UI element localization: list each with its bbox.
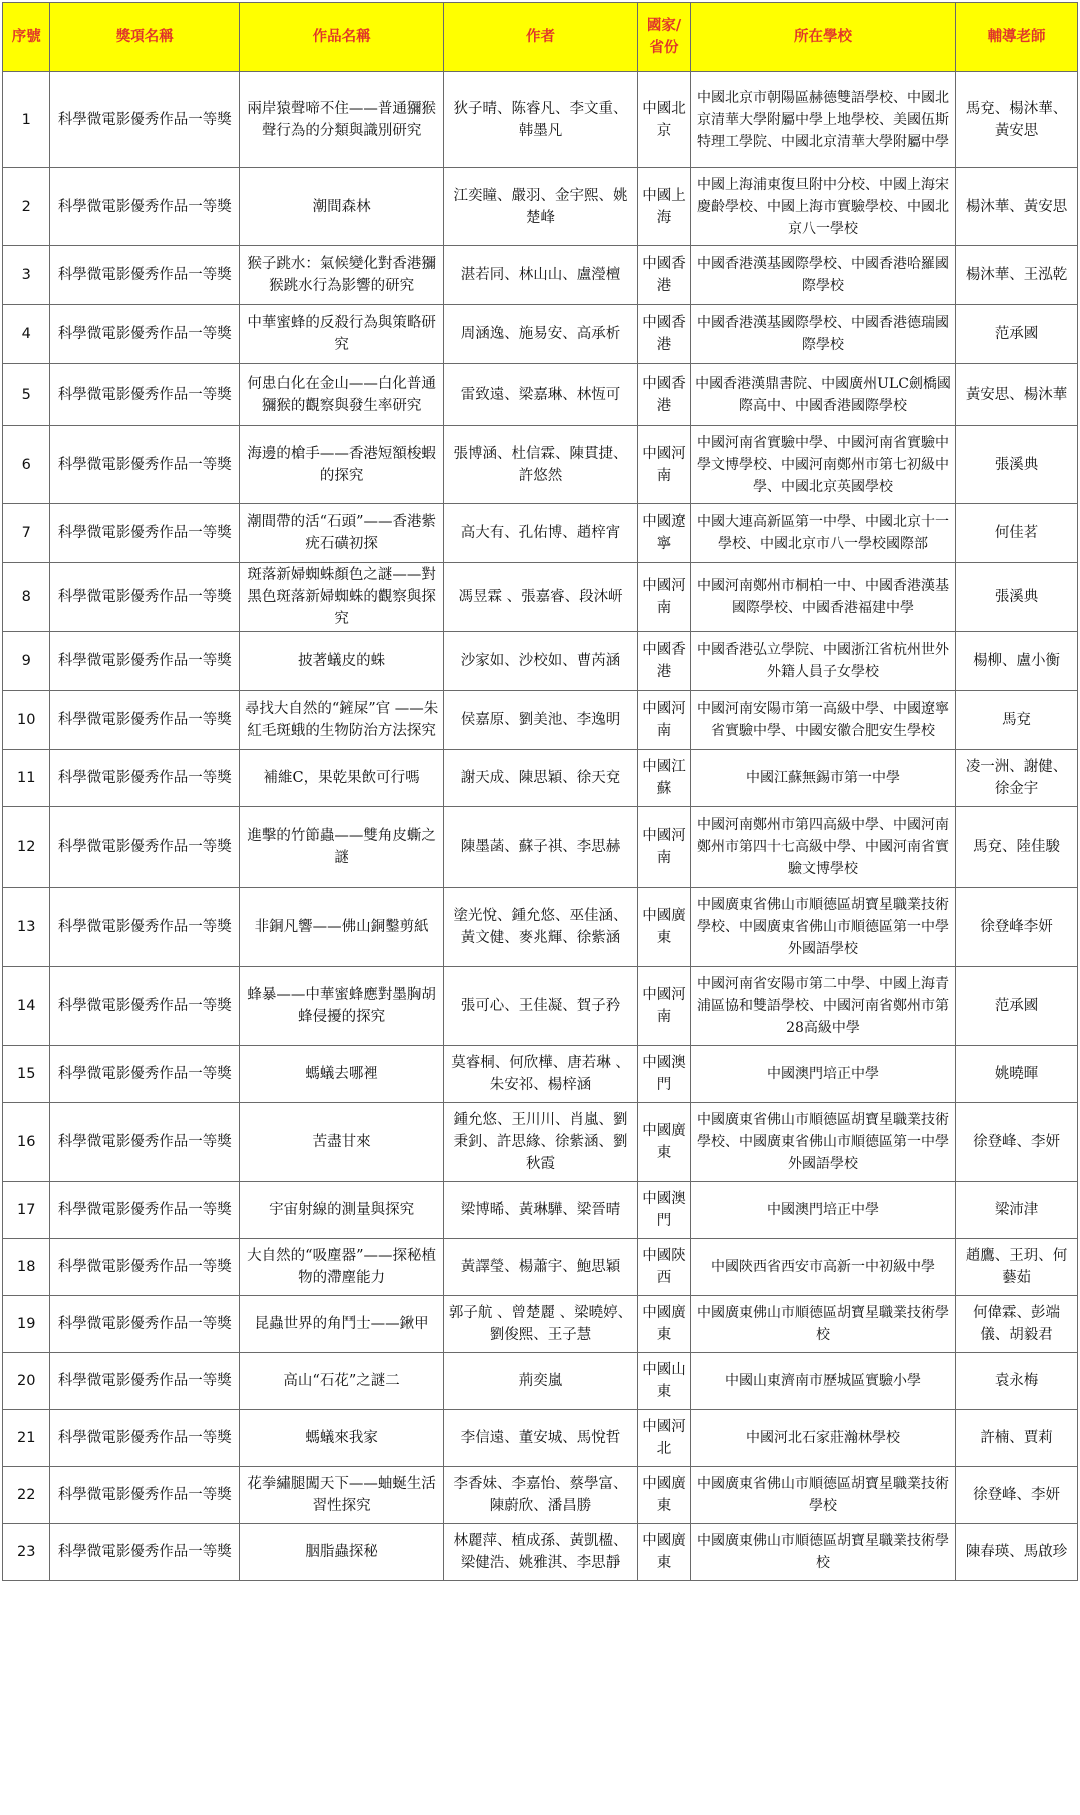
cell-advisor: 范承國 (956, 305, 1078, 364)
cell-award: 科學微電影優秀作品一等獎 (50, 364, 240, 426)
cell-advisor: 馬兗、楊沐華、黃安思 (956, 72, 1078, 168)
table-row (3, 563, 1078, 632)
cell-index: 18 (3, 1239, 50, 1296)
table-row (3, 807, 1078, 888)
table-row (3, 1524, 1078, 1581)
table-row (3, 1353, 1078, 1410)
cell-region: 中國北京 (638, 72, 691, 168)
cell-work: 胭脂蟲探秘 (240, 1524, 444, 1581)
cell-advisor: 徐登峰、李妍 (956, 1103, 1078, 1182)
cell-index: 10 (3, 691, 50, 750)
cell-work: 進擊的竹節蟲——雙角皮蟖之謎 (240, 807, 444, 888)
cell-authors: 鍾允悠、王川川、肖嵐、劉秉釗、許思緣、徐紫涵、劉秋霞 (443, 1103, 637, 1182)
cell-school: 中國大連高新區第一中學、中國北京十一學校、中國北京市八一學校國際部 (690, 504, 955, 563)
header-advisor: 輔導老師 (956, 3, 1078, 72)
cell-school: 中國陝西省西安市高新一中初級中學 (690, 1239, 955, 1296)
table-row (3, 1182, 1078, 1239)
cell-region: 中國香港 (638, 364, 691, 426)
cell-advisor: 楊柳、盧小衡 (956, 632, 1078, 691)
cell-index: 23 (3, 1524, 50, 1581)
header-row (3, 3, 1078, 72)
cell-award: 科學微電影優秀作品一等獎 (50, 1046, 240, 1103)
cell-region: 中國山東 (638, 1353, 691, 1410)
cell-authors: 高大有、孔佑博、趙梓宵 (443, 504, 637, 563)
cell-index: 16 (3, 1103, 50, 1182)
cell-authors: 謝天成、陳思穎、徐天兗 (443, 750, 637, 807)
cell-authors: 狄子晴、陈睿凡、李文重、韩墨凡 (443, 72, 637, 168)
cell-work: 大自然的“吸塵器”——探秘植物的滯塵能力 (240, 1239, 444, 1296)
cell-region: 中國廣東 (638, 1467, 691, 1524)
cell-award: 科學微電影優秀作品一等獎 (50, 563, 240, 632)
cell-index: 17 (3, 1182, 50, 1239)
cell-school: 中國香港漢基國際學校、中國香港德瑞國際學校 (690, 305, 955, 364)
cell-work: 海邊的槍手——香港短額梭蝦的探究 (240, 426, 444, 504)
cell-school: 中國廣東佛山市順德區胡寶星職業技術學校 (690, 1524, 955, 1581)
cell-authors: 江奕瞳、嚴羽、金宇熙、姚楚峰 (443, 168, 637, 246)
cell-region: 中國江蘇 (638, 750, 691, 807)
cell-authors: 荊奕嵐 (443, 1353, 637, 1410)
cell-index: 4 (3, 305, 50, 364)
cell-award: 科學微電影優秀作品一等獎 (50, 807, 240, 888)
table-row (3, 967, 1078, 1046)
cell-index: 19 (3, 1296, 50, 1353)
cell-award: 科學微電影優秀作品一等獎 (50, 1103, 240, 1182)
cell-award: 科學微電影優秀作品一等獎 (50, 426, 240, 504)
cell-advisor: 陳春瑛、馬啟珍 (956, 1524, 1078, 1581)
cell-advisor: 何佳茗 (956, 504, 1078, 563)
cell-award: 科學微電影優秀作品一等獎 (50, 168, 240, 246)
cell-advisor: 張溪典 (956, 563, 1078, 632)
awards-table-container (2, 2, 1078, 1581)
cell-award: 科學微電影優秀作品一等獎 (50, 1410, 240, 1467)
cell-award: 科學微電影優秀作品一等獎 (50, 691, 240, 750)
cell-school: 中國廣東省佛山市順德區胡寶星職業技術學校、中國廣東省佛山市順德區第一中學外國語學校 (690, 1103, 955, 1182)
cell-award: 科學微電影優秀作品一等獎 (50, 750, 240, 807)
cell-index: 8 (3, 563, 50, 632)
cell-region: 中國廣東 (638, 1103, 691, 1182)
cell-region: 中國澳門 (638, 1046, 691, 1103)
cell-work: 披著蟻皮的蛛 (240, 632, 444, 691)
cell-school: 中國河北石家莊瀚林學校 (690, 1410, 955, 1467)
cell-advisor: 馬兗 (956, 691, 1078, 750)
cell-advisor: 馬兗、陸佳駿 (956, 807, 1078, 888)
cell-region: 中國廣東 (638, 888, 691, 967)
cell-work: 中華蜜蜂的反殺行為與策略研究 (240, 305, 444, 364)
table-row (3, 426, 1078, 504)
cell-school: 中國香港弘立學院、中國浙江省杭州世外外籍人員子女學校 (690, 632, 955, 691)
cell-authors: 莫睿桐、何欣樺、唐若琳 、朱安祁、楊梓涵 (443, 1046, 637, 1103)
cell-advisor: 楊沐華、黃安思 (956, 168, 1078, 246)
cell-region: 中國澳門 (638, 1182, 691, 1239)
cell-award: 科學微電影優秀作品一等獎 (50, 72, 240, 168)
cell-region: 中國河南 (638, 967, 691, 1046)
cell-index: 12 (3, 807, 50, 888)
cell-work: 宇宙射線的測量與探究 (240, 1182, 444, 1239)
header-school: 所在學校 (690, 3, 955, 72)
cell-school: 中國山東濟南市歷城區實驗小學 (690, 1353, 955, 1410)
cell-advisor: 徐登峰、李妍 (956, 1467, 1078, 1524)
cell-advisor: 張溪典 (956, 426, 1078, 504)
table-row (3, 246, 1078, 305)
cell-region: 中國河南 (638, 426, 691, 504)
cell-advisor: 許楠、賈莉 (956, 1410, 1078, 1467)
table-row (3, 1410, 1078, 1467)
table-row (3, 504, 1078, 563)
cell-work: 補維C，果乾果飲可行嗎 (240, 750, 444, 807)
cell-school: 中國香港漢鼎書院、中國廣州ULC劍橋國際高中、中國香港國際學校 (690, 364, 955, 426)
cell-advisor: 趙鷹、王玥、何藝茹 (956, 1239, 1078, 1296)
cell-region: 中國遼寧 (638, 504, 691, 563)
cell-index: 11 (3, 750, 50, 807)
cell-work: 螞蟻來我家 (240, 1410, 444, 1467)
header-authors: 作者 (443, 3, 637, 72)
cell-award: 科學微電影優秀作品一等獎 (50, 305, 240, 364)
cell-region: 中國廣東 (638, 1524, 691, 1581)
cell-authors: 塗光悅、鍾允悠、巫佳涵、黃文健、麥兆輝、徐紫涵 (443, 888, 637, 967)
cell-advisor: 袁永梅 (956, 1353, 1078, 1410)
cell-authors: 湛若同、林山山、盧瀅檀 (443, 246, 637, 305)
table-row (3, 888, 1078, 967)
cell-school: 中國廣東省佛山市順德區胡寶星職業技術學校 (690, 1467, 955, 1524)
table-row (3, 1467, 1078, 1524)
cell-award: 科學微電影優秀作品一等獎 (50, 967, 240, 1046)
header-award: 獎項名稱 (50, 3, 240, 72)
cell-authors: 梁博晞、黃琳驊、梁晉晴 (443, 1182, 637, 1239)
cell-award: 科學微電影優秀作品一等獎 (50, 1296, 240, 1353)
table-row (3, 364, 1078, 426)
cell-advisor: 徐登峰李妍 (956, 888, 1078, 967)
cell-work: 螞蟻去哪裡 (240, 1046, 444, 1103)
cell-work: 昆蟲世界的角鬥士——鍬甲 (240, 1296, 444, 1353)
cell-work: 花拳繡腿闖天下——蚰蜒生活習性探究 (240, 1467, 444, 1524)
awards-table (2, 2, 1078, 1581)
cell-region: 中國河南 (638, 691, 691, 750)
table-row (3, 168, 1078, 246)
cell-index: 2 (3, 168, 50, 246)
cell-region: 中國上海 (638, 168, 691, 246)
cell-authors: 李香妹、李嘉怡、蔡學富、陳蔚欣、潘昌勝 (443, 1467, 637, 1524)
cell-work: 苦盡甘來 (240, 1103, 444, 1182)
cell-award: 科學微電影優秀作品一等獎 (50, 1467, 240, 1524)
cell-work: 潮間帶的活“石頭”——香港紫疣石磺初探 (240, 504, 444, 563)
cell-region: 中國廣東 (638, 1296, 691, 1353)
cell-index: 13 (3, 888, 50, 967)
cell-authors: 林麗萍、植成孫、黃凱楹、梁健浩、姚雅淇、李思靜 (443, 1524, 637, 1581)
cell-school: 中國河南省安陽市第二中學、中國上海青浦區協和雙語學校、中國河南省鄭州市第28高級中學 (690, 967, 955, 1046)
cell-advisor: 何偉霖、彭端儀、胡毅君 (956, 1296, 1078, 1353)
cell-advisor: 姚曉暉 (956, 1046, 1078, 1103)
cell-school: 中國江蘇無錫市第一中學 (690, 750, 955, 807)
cell-award: 科學微電影優秀作品一等獎 (50, 504, 240, 563)
table-row (3, 72, 1078, 168)
cell-advisor: 凌一洲、謝健、徐金宇 (956, 750, 1078, 807)
cell-award: 科學微電影優秀作品一等獎 (50, 632, 240, 691)
cell-index: 9 (3, 632, 50, 691)
cell-authors: 沙家如、沙校如、曹芮涵 (443, 632, 637, 691)
cell-index: 15 (3, 1046, 50, 1103)
cell-work: 何患白化在金山——白化普通獼猴的觀察與發生率研究 (240, 364, 444, 426)
cell-school: 中國河南省實驗中學、中國河南省實驗中學文博學校、中國河南鄭州市第七初級中學、中國北京英國學校 (690, 426, 955, 504)
header-work: 作品名稱 (240, 3, 444, 72)
cell-region: 中國河南 (638, 563, 691, 632)
table-row (3, 691, 1078, 750)
cell-region: 中國香港 (638, 632, 691, 691)
cell-school: 中國上海浦東復旦附中分校、中國上海宋慶齡學校、中國上海市實驗學校、中國北京八一學校 (690, 168, 955, 246)
cell-index: 1 (3, 72, 50, 168)
cell-work: 尋找大自然的“鏟屎”官 ——朱紅毛斑蛾的生物防治方法探究 (240, 691, 444, 750)
cell-region: 中國河北 (638, 1410, 691, 1467)
cell-work: 潮間森林 (240, 168, 444, 246)
cell-school: 中國北京市朝陽區赫德雙語學校、中國北京清華大學附屬中學上地學校、美國伍斯特理工學院、中國北京清華大學附屬中學 (690, 72, 955, 168)
cell-award: 科學微電影優秀作品一等獎 (50, 1239, 240, 1296)
cell-authors: 馮昱霖 、張嘉睿、段沐岍 (443, 563, 637, 632)
cell-school: 中國澳門培正中學 (690, 1046, 955, 1103)
header-index: 序號 (3, 3, 50, 72)
table-row (3, 1239, 1078, 1296)
cell-authors: 黃譯瑩、楊蕭宇、鮑思穎 (443, 1239, 637, 1296)
table-row (3, 1103, 1078, 1182)
cell-region: 中國香港 (638, 305, 691, 364)
cell-index: 5 (3, 364, 50, 426)
cell-advisor: 梁沛津 (956, 1182, 1078, 1239)
cell-index: 21 (3, 1410, 50, 1467)
cell-work: 高山“石花”之謎二 (240, 1353, 444, 1410)
cell-index: 7 (3, 504, 50, 563)
cell-school: 中國廣東省佛山市順德區胡寶星職業技術學校、中國廣東省佛山市順德區第一中學外國語學校 (690, 888, 955, 967)
cell-work: 兩岸猿聲啼不住——普通獼猴聲行為的分類與識別研究 (240, 72, 444, 168)
cell-authors: 張可心、王佳凝、賀子矜 (443, 967, 637, 1046)
cell-school: 中國澳門培正中學 (690, 1182, 955, 1239)
cell-school: 中國香港漢基國際學校、中國香港哈羅國際學校 (690, 246, 955, 305)
cell-authors: 陳墨菡、蘇子祺、李思赫 (443, 807, 637, 888)
cell-school: 中國河南鄭州市第四高級中學、中國河南鄭州市第四十七高級中學、中國河南省實驗文博學校 (690, 807, 955, 888)
cell-index: 3 (3, 246, 50, 305)
cell-school: 中國河南安陽市第一高級中學、中國遼寧省實驗中學、中國安徽合肥安生學校 (690, 691, 955, 750)
cell-work: 猴子跳水：氣候變化對香港獼猴跳水行為影響的研究 (240, 246, 444, 305)
cell-region: 中國陝西 (638, 1239, 691, 1296)
table-row (3, 305, 1078, 364)
cell-advisor: 黃安思、楊沐華 (956, 364, 1078, 426)
cell-award: 科學微電影優秀作品一等獎 (50, 1353, 240, 1410)
cell-authors: 侯嘉原、劉美池、李逸明 (443, 691, 637, 750)
cell-advisor: 范承國 (956, 967, 1078, 1046)
cell-school: 中國河南鄭州市桐柏一中、中國香港漢基國際學校、中國香港福建中學 (690, 563, 955, 632)
cell-award: 科學微電影優秀作品一等獎 (50, 888, 240, 967)
cell-region: 中國香港 (638, 246, 691, 305)
cell-authors: 張博涵、杜信霖、陳貫捷、許悠然 (443, 426, 637, 504)
cell-award: 科學微電影優秀作品一等獎 (50, 1524, 240, 1581)
cell-index: 22 (3, 1467, 50, 1524)
cell-region: 中國河南 (638, 807, 691, 888)
cell-award: 科學微電影優秀作品一等獎 (50, 246, 240, 305)
cell-authors: 周涵逸、施易安、高承析 (443, 305, 637, 364)
table-row (3, 750, 1078, 807)
header-region: 國家/省份 (638, 3, 691, 72)
cell-award: 科學微電影優秀作品一等獎 (50, 1182, 240, 1239)
table-row (3, 1296, 1078, 1353)
cell-school: 中國廣東佛山市順德區胡寶星職業技術學校 (690, 1296, 955, 1353)
cell-authors: 郭子航 、曾楚麗 、梁曉婷、劉俊熙、王子慧 (443, 1296, 637, 1353)
table-row (3, 632, 1078, 691)
cell-work: 非銅凡響——佛山銅鑿剪紙 (240, 888, 444, 967)
cell-work: 蜂暴——中華蜜蜂應對墨胸胡蜂侵擾的探究 (240, 967, 444, 1046)
table-row (3, 1046, 1078, 1103)
cell-advisor: 楊沐華、王泓乾 (956, 246, 1078, 305)
cell-index: 6 (3, 426, 50, 504)
cell-work: 斑落新婦蜘蛛顏色之謎——對黑色斑落新婦蜘蛛的觀察與探究 (240, 563, 444, 632)
cell-authors: 李信遠、董安城、馬悅哲 (443, 1410, 637, 1467)
cell-index: 20 (3, 1353, 50, 1410)
cell-index: 14 (3, 967, 50, 1046)
cell-authors: 雷致遠、梁嘉琳、林恆可 (443, 364, 637, 426)
